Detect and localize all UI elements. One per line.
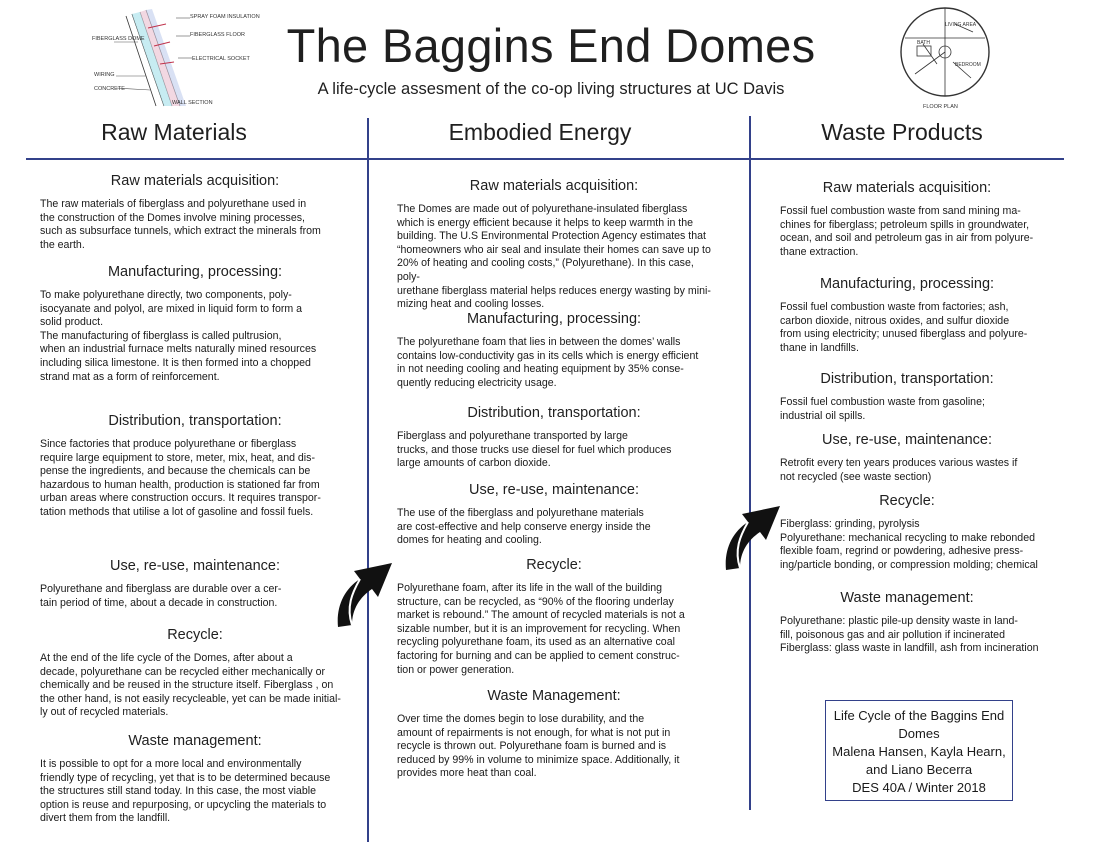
raw-section-manufacturing xyxy=(40,264,350,384)
column-divider-right xyxy=(749,116,751,810)
wall-callout-electrical-socket: ELECTRICAL SOCKET xyxy=(192,56,250,62)
sketch-wall-section-icon xyxy=(86,6,260,110)
recycle-arrow-icon xyxy=(722,488,786,572)
section-title: Waste management: xyxy=(128,733,262,749)
section-body: Fossil fuel combustion waste from gasoline; industrial oil spills. xyxy=(780,396,985,422)
section-body: Polyurethane and fiberglass are durable over a cer- tain period of time, about a decade in construction. xyxy=(40,583,282,609)
section-title: Raw materials acquisition: xyxy=(822,180,992,196)
section-title: Distribution, transportation: xyxy=(820,371,994,387)
section-body: Since factories that produce polyurethane or fiberglass require large equipment to store, meter, mix, heat, and dis- pense the ingredients, and because the chemicals can be hazardous to human health, production is stationed far from urban areas where construction occurs. It requires transpor- tation methods that utilise a lot of gasoline and fossil fuels. xyxy=(40,438,321,518)
wall-callout-spray-foam: SPRAY FOAM INSULATION xyxy=(190,14,260,20)
section-title: Use, re-use, maintenance: xyxy=(468,482,640,498)
section-body: The polyurethane foam that lies in between the domes’ walls contains low-conductivity gas in its cells which is energy efficient in not needing cooling and heating equipment by 35% conse- quently reducing electricity usage. xyxy=(397,336,699,389)
energy-section-distribution xyxy=(397,405,711,471)
waste-section-acquisition xyxy=(780,180,1070,259)
energy-section-waste xyxy=(397,688,711,781)
section-title: Use, re-use, maintenance: xyxy=(109,558,281,574)
credits-line: DES 40A / Winter 2018 xyxy=(852,780,986,795)
section-title: Recycle: xyxy=(526,557,582,573)
section-title: Manufacturing, processing: xyxy=(819,276,995,292)
energy-section-acquisition xyxy=(397,178,711,312)
credits-line: Malena Hansen, Kayla Hearn, xyxy=(832,744,1006,759)
waste-section-distribution xyxy=(780,371,1070,423)
floor-callout-living-area: LIVING AREA xyxy=(945,22,977,28)
section-title: Distribution, transportation: xyxy=(467,405,641,421)
section-title: Manufacturing, processing: xyxy=(466,311,642,327)
wall-callout-fiberglass-dome: FIBERGLASS DOME xyxy=(92,36,145,42)
section-body: Over time the domes begin to lose durability, and the amount of repairments is not enough, for what is not put in recycle is thrown out. Polyurethane foam is burned and is reduced by 99% in volume to minimize space. Additionally, it provides more heat than coal. xyxy=(397,713,680,780)
raw-section-acquisition xyxy=(40,173,350,252)
waste-section-use xyxy=(780,432,1070,484)
waste-section-manufacturing xyxy=(780,276,1070,355)
section-body: Polyurethane foam, after its life in the wall of the building structure, can be recycled, as “90% of the flooring underlay market is rebound.” The amount of recycled materials is not a sizable number, but it is an improvement for recycling. When recycling polyurethane foam, its used as an alternative coal factoring for burning and can be applied to cement construc- tion or power generation. xyxy=(397,582,685,676)
column-divider-left xyxy=(367,118,369,842)
section-body: At the end of the life cycle of the Domes, after about a decade, polyurethane can be recycled either mechanically or chemically and be reused in the structure itself. Fiberglass , on the other hand, is not easily recycleable, yet can be made initial- ly out of recycled materials. xyxy=(40,652,341,719)
section-body: It is possible to opt for a more local and environmentally friendly type of recycling, yet that is to be determined because the structures still stand today. In this case, the most viable option is reuse and repurposing, or upcycling the materials to divert them from the landfill. xyxy=(40,758,331,825)
section-body: The use of the fiberglass and polyurethane materials are cost-effective and help conserve energy inside the domes for heating and cooling. xyxy=(397,507,651,547)
credits-line: Life Cycle of the Baggins End xyxy=(833,708,1005,723)
section-body: Polyurethane: plastic pile-up density waste in land- fill, poisonous gas and air pollution if incinerated Fiberglass: glass waste in landfill, ash from incineration xyxy=(780,615,1039,655)
floor-callout-bedroom: BEDROOM xyxy=(955,62,981,68)
energy-section-recycle xyxy=(397,557,711,677)
section-title: Raw materials acquisition: xyxy=(110,173,280,189)
section-title: Manufacturing, processing: xyxy=(107,264,283,280)
header-divider xyxy=(26,158,1064,160)
wall-callout-fiberglass-floor: FIBERGLASS FLOOR xyxy=(190,32,246,38)
section-title: Raw materials acquisition: xyxy=(469,178,639,194)
floor-plan-label: FLOOR PLAN xyxy=(923,104,958,110)
section-title: Use, re-use, maintenance: xyxy=(821,432,993,448)
section-title: Recycle: xyxy=(167,627,223,643)
credits-line: Domes xyxy=(898,726,940,741)
section-body: Fiberglass and polyurethane transported by large trucks, and those trucks use diesel for fuel which produces large amounts of carbon dioxide. xyxy=(397,430,672,470)
column-heading-waste-products: Waste Products xyxy=(821,119,983,145)
raw-section-distribution xyxy=(40,413,350,520)
raw-section-use xyxy=(40,558,350,610)
section-body: Fossil fuel combustion waste from sand mining ma- chines for fiberglass; petroleum spills in groundwater, ocean, and soil and petroleum gas in air from polyure- thane extraction. xyxy=(780,205,1034,258)
floor-callout-bath: BATH xyxy=(917,40,930,46)
column-heading-embodied-energy: Embodied Energy xyxy=(448,119,632,145)
section-body: Fiberglass: grinding, pyrolysis Polyurethane: mechanical recycling to make rebonded flexible foam, regrind or powdering, adhesive press- ing/particle bonding, or compression molding; chemical xyxy=(780,518,1038,571)
credits-box xyxy=(825,700,1013,801)
section-body: Retrofit every ten years produces various wastes if not recycled (see waste section) xyxy=(780,457,1018,483)
column-heading-raw-materials: Raw Materials xyxy=(101,119,247,145)
sketch-floor-plan-icon xyxy=(893,4,997,112)
raw-section-recycle xyxy=(40,627,350,720)
wall-section-label: WALL SECTION xyxy=(172,100,213,106)
waste-section-recycle xyxy=(780,493,1070,572)
page-subtitle: A life-cycle assesment of the co-op living structures at UC Davis xyxy=(317,80,785,98)
recycle-arrow-icon xyxy=(334,545,398,629)
section-body: The Domes are made out of polyurethane-insulated fiberglass which is energy efficient because it helps to keep warmth in the building. The U.S Environmental Protection Agency estimates that “homeowners who air seal and insulate their homes can save up to 20% of heating and cooling costs,” (Polyurethane). In this case, poly- urethane fiberglass material helps reduces energy wasting by mini- mizing heat and cooling losses. xyxy=(397,203,711,311)
page-title: The Baggins End Domes xyxy=(286,19,816,72)
waste-section-waste xyxy=(780,590,1070,656)
section-body: To make polyurethane directly, two components, poly- isocyanate and polyol, are mixed in liquid form to form a solid product. The manufacturing of fiberglass is called pultrusion, when an industrial furnace melts naturally mined resources including silica limestone. It is then formed into a chopped strand mat as a form of reinforcement. xyxy=(40,289,317,383)
section-title: Recycle: xyxy=(879,493,935,509)
wall-callout-wiring: WIRING xyxy=(94,72,115,78)
section-title: Waste management: xyxy=(840,590,974,606)
wall-callout-concrete: CONCRETE xyxy=(94,86,125,92)
section-body: The raw materials of fiberglass and polyurethane used in the construction of the Domes involve mining processes, such as subsurface tunnels, which extract the minerals from the earth. xyxy=(40,198,321,251)
section-title: Distribution, transportation: xyxy=(108,413,282,429)
credits-line: and Liano Becerra xyxy=(865,762,973,777)
section-title: Waste Management: xyxy=(487,688,621,704)
section-body: Fossil fuel combustion waste from factories; ash, carbon dioxide, nitrous oxides, and sulfur dioxide from using electricity; unused fiberglass and polyure- thane in landfills. xyxy=(780,301,1028,354)
energy-section-manufacturing xyxy=(397,311,711,390)
raw-section-waste xyxy=(40,733,350,826)
energy-section-use xyxy=(397,482,711,548)
